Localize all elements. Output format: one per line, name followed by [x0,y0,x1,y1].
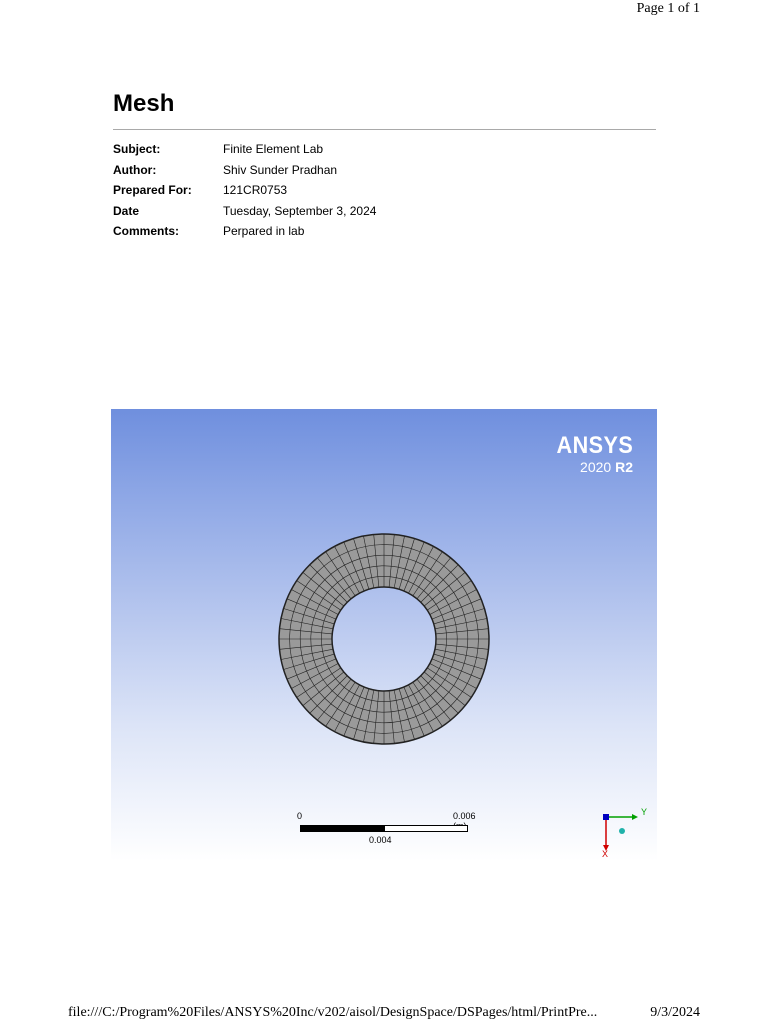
meta-label: Comments: [113,224,180,239]
report-metadata [113,139,376,242]
axis-triad[interactable] [598,807,648,857]
annulus-mesh [111,409,657,861]
scale-segment-black [300,825,384,832]
meta-row-comments [113,221,376,242]
scale-bar [297,811,476,845]
meta-row-subject [113,139,376,160]
meta-label: Author: [113,162,157,177]
meta-row-author [113,160,376,181]
logo-year: 2020 [580,459,612,475]
file-path: file:///C:/Program%20Files/ANSYS%20Inc/v202/aisol/DesignSpace/DSPages/html/PrintPre... [68,1005,598,1020]
meta-label: Date [113,203,140,218]
page-indicator: Page 1 of 1 [636,1,700,16]
page-title: Mesh [113,90,175,117]
scale-mid-label: 0.004 [369,835,392,845]
mesh-viewport[interactable] [111,409,657,861]
z-axis-marker [603,814,609,820]
meta-value: Finite Element Lab [223,142,324,157]
scale-segment-white [384,825,468,832]
meta-row-prepared-for [113,180,376,201]
logo-brand: ANSYS [556,432,633,459]
meta-value: Shiv Sunder Pradhan [223,162,338,177]
logo-release: R2 [615,459,633,475]
scale-start-label: 0 [297,811,303,821]
meta-value: 121CR0753 [223,183,288,198]
meta-row-date [113,201,376,222]
x-axis-label: X [602,849,609,857]
meta-value: Tuesday, September 3, 2024 [223,203,377,218]
triad-sphere [619,828,625,834]
scale-end-label: 0.006 [453,811,476,821]
meta-label: Prepared For: [113,183,192,198]
axis-triad-icon [598,807,648,857]
y-axis-arrow [632,814,638,820]
meta-value: Perpared in lab [223,224,305,239]
print-date: 9/3/2024 [650,1005,700,1020]
meta-label: Subject: [113,142,161,157]
title-divider [113,129,656,130]
y-axis-label: Y [641,807,648,817]
